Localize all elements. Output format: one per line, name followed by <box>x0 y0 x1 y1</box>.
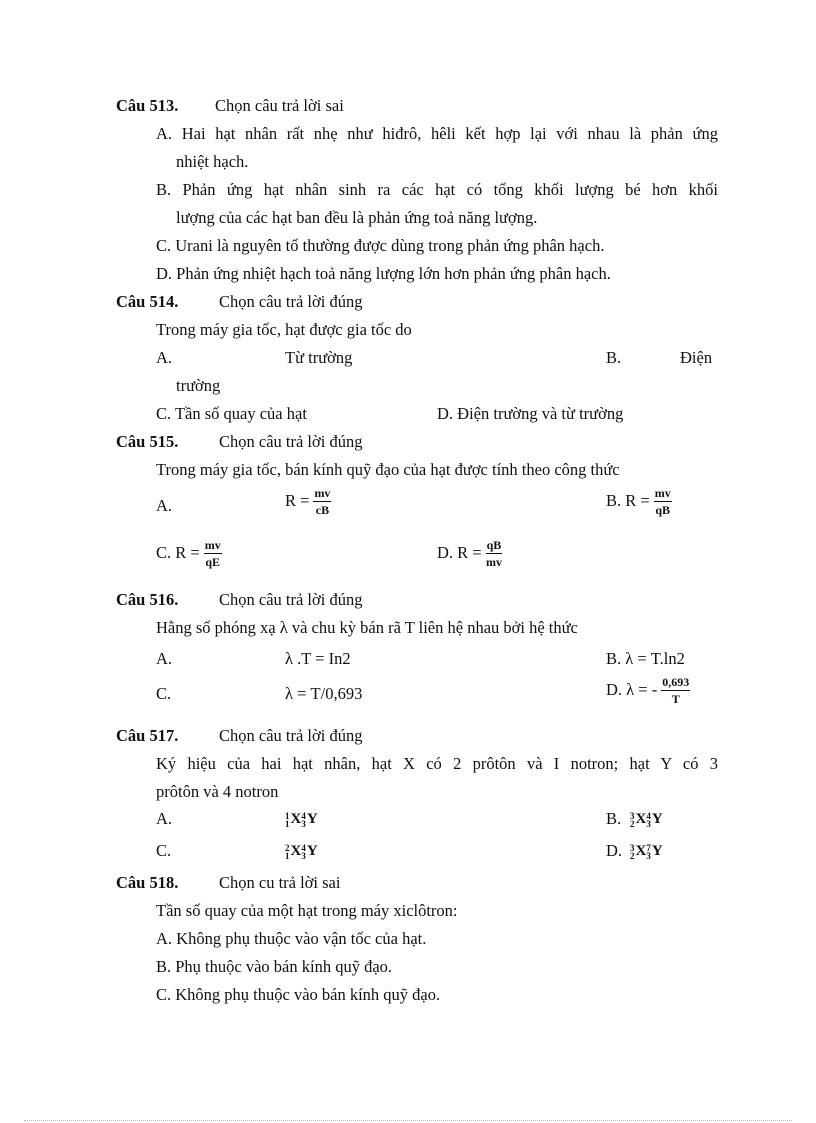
question-514-option-b-label: B. <box>606 348 622 367</box>
question-514-number: Câu 514. <box>116 292 179 311</box>
mass-number: 4 <box>301 842 306 853</box>
question-516-option-a-text: λ .T = In2 <box>285 649 351 668</box>
question-517-option-b-label: B. <box>606 809 622 828</box>
fraction <box>654 487 672 517</box>
nucleus-symbol: Y <box>651 843 663 859</box>
fraction-numerator: qB <box>486 538 502 552</box>
question-518-option-a: A. Không phụ thuộc vào vận tốc của hạt. <box>156 929 427 948</box>
mass-number: 7 <box>646 842 651 853</box>
nucleus-symbol: Y <box>306 843 318 859</box>
fraction-numerator: mv <box>654 486 671 500</box>
atomic-number: 3 <box>646 818 651 829</box>
fraction-denominator: mv <box>485 555 502 569</box>
fraction <box>486 539 503 569</box>
question-518-prompt: Chọn cu trả lời sai <box>219 873 341 892</box>
formula-prefix: B. R = <box>606 490 650 510</box>
mass-number: 1 <box>285 810 290 821</box>
question-516-number: Câu 516. <box>116 590 179 609</box>
fraction-denominator: T <box>671 692 680 706</box>
atomic-number: 1 <box>285 818 290 829</box>
question-514-option-a-label: A. <box>156 348 173 367</box>
question-517-stem-cont: prôtôn và 4 notron <box>156 782 279 801</box>
question-517-option-c-symbol <box>285 841 318 861</box>
question-517-option-a-symbol <box>285 809 318 829</box>
fraction-numerator: 0,693 <box>662 675 690 689</box>
fraction-denominator: qB <box>655 503 671 517</box>
question-518-option-c: C. Không phụ thuộc vào bán kính quỹ đạo. <box>156 985 441 1004</box>
question-513-option-d: D. Phản ứng nhiệt hạch toả năng lượng lớn hơn phản ứng phân hạch. <box>156 264 611 283</box>
question-514-option-a-text: Từ trường <box>285 348 353 367</box>
question-516-prompt: Chọn câu trả lời đúng <box>219 590 363 609</box>
question-518-stem: Tần số quay của một hạt trong máy xiclôtron: <box>156 901 458 920</box>
fraction <box>661 676 690 706</box>
question-518-number: Câu 518. <box>116 873 179 892</box>
question-517-stem: Ký hiệu của hai hạt nhân, hạt X có 2 prôtôn và I notron; hạt Y có 3 <box>156 754 718 773</box>
question-514-option-b-text: Điện <box>680 348 713 367</box>
fraction <box>204 539 222 569</box>
fraction-denominator: qE <box>205 555 221 569</box>
question-516-option-d <box>606 676 690 706</box>
nucleus-symbol: X <box>635 843 647 859</box>
question-517-option-d-label: D. <box>606 841 623 860</box>
question-517-prompt: Chọn câu trả lời đúng <box>219 726 363 745</box>
question-513-option-b-cont: lượng của các hạt ban đều là phản ứng toả năng lượng. <box>176 208 538 227</box>
nucleus-symbol: Y <box>651 811 663 827</box>
question-517-option-b-symbol <box>630 809 663 829</box>
question-513-prompt: Chọn câu trả lời sai <box>215 96 344 115</box>
atomic-number: 3 <box>301 818 306 829</box>
fraction-numerator: mv <box>204 538 221 552</box>
nucleus-symbol: Y <box>306 811 318 827</box>
question-515-option-a <box>285 487 331 517</box>
fraction <box>313 487 331 517</box>
mass-number: 4 <box>646 810 651 821</box>
mass-number: 2 <box>285 842 290 853</box>
fraction-denominator: cB <box>315 503 330 517</box>
question-517-option-a-label: A. <box>156 809 173 828</box>
atomic-number: 3 <box>301 850 306 861</box>
formula-prefix: D. R = <box>437 542 482 562</box>
atomic-number: 1 <box>285 850 290 861</box>
question-513-number: Câu 513. <box>116 96 179 115</box>
question-513-option-a: A. Hai hạt nhân rất nhẹ như hiđrô, hêli kết hợp lại với nhau là phản ứng <box>156 124 718 143</box>
formula-prefix: R = <box>285 490 310 510</box>
question-517-number: Câu 517. <box>116 726 179 745</box>
question-514-option-d: D. Điện trường và từ trường <box>437 404 624 423</box>
formula-prefix: C. R = <box>156 542 200 562</box>
mass-number: 3 <box>630 842 635 853</box>
question-516-stem: Hằng số phóng xạ λ và chu kỳ bán rã T liên hệ nhau bởi hệ thức <box>156 618 578 637</box>
question-514-option-b-cont: trường <box>176 376 221 395</box>
question-515-option-c <box>156 539 222 569</box>
question-515-option-d <box>437 539 502 569</box>
nucleus-symbol: X <box>290 811 302 827</box>
atomic-number: 3 <box>646 850 651 861</box>
atomic-number: 2 <box>630 818 635 829</box>
question-517-option-d-symbol <box>630 841 663 861</box>
question-513-option-b: B. Phản ứng hạt nhân sinh ra các hạt có tổng khối lượng bé hơn khối <box>156 180 718 199</box>
question-516-option-b: B. λ = T.ln2 <box>606 649 685 668</box>
fraction-numerator: mv <box>314 486 331 500</box>
mass-number: 4 <box>301 810 306 821</box>
question-518-option-b: B. Phụ thuộc vào bán kính quỹ đạo. <box>156 957 393 976</box>
question-516-option-c-text: λ = T/0,693 <box>285 684 363 703</box>
question-516-option-a-label: A. <box>156 649 173 668</box>
atomic-number: 2 <box>630 850 635 861</box>
nucleus-symbol: X <box>290 843 302 859</box>
question-515-prompt: Chọn câu trả lời đúng <box>219 432 363 451</box>
nucleus-symbol: X <box>635 811 647 827</box>
page-bottom-divider <box>24 1120 792 1121</box>
question-513-option-a-cont: nhiệt hạch. <box>176 152 249 171</box>
question-515-option-a-label: A. <box>156 496 173 515</box>
question-515-option-b <box>606 487 672 517</box>
question-513-option-c: C. Urani là nguyên tố thường được dùng trong phản ứng phân hạch. <box>156 236 605 255</box>
question-515-number: Câu 515. <box>116 432 179 451</box>
mass-number: 3 <box>630 810 635 821</box>
question-515-stem: Trong máy gia tốc, bán kính quỹ đạo của hạt được tính theo công thức <box>156 460 620 479</box>
question-516-option-c-label: C. <box>156 684 172 703</box>
question-517-option-c-label: C. <box>156 841 172 860</box>
question-514-stem: Trong máy gia tốc, hạt được gia tốc do <box>156 320 412 339</box>
question-514-option-c: C. Tần số quay của hạt <box>156 404 307 423</box>
formula-prefix: D. λ = - <box>606 679 658 699</box>
question-514-prompt: Chọn câu trả lời đúng <box>219 292 363 311</box>
